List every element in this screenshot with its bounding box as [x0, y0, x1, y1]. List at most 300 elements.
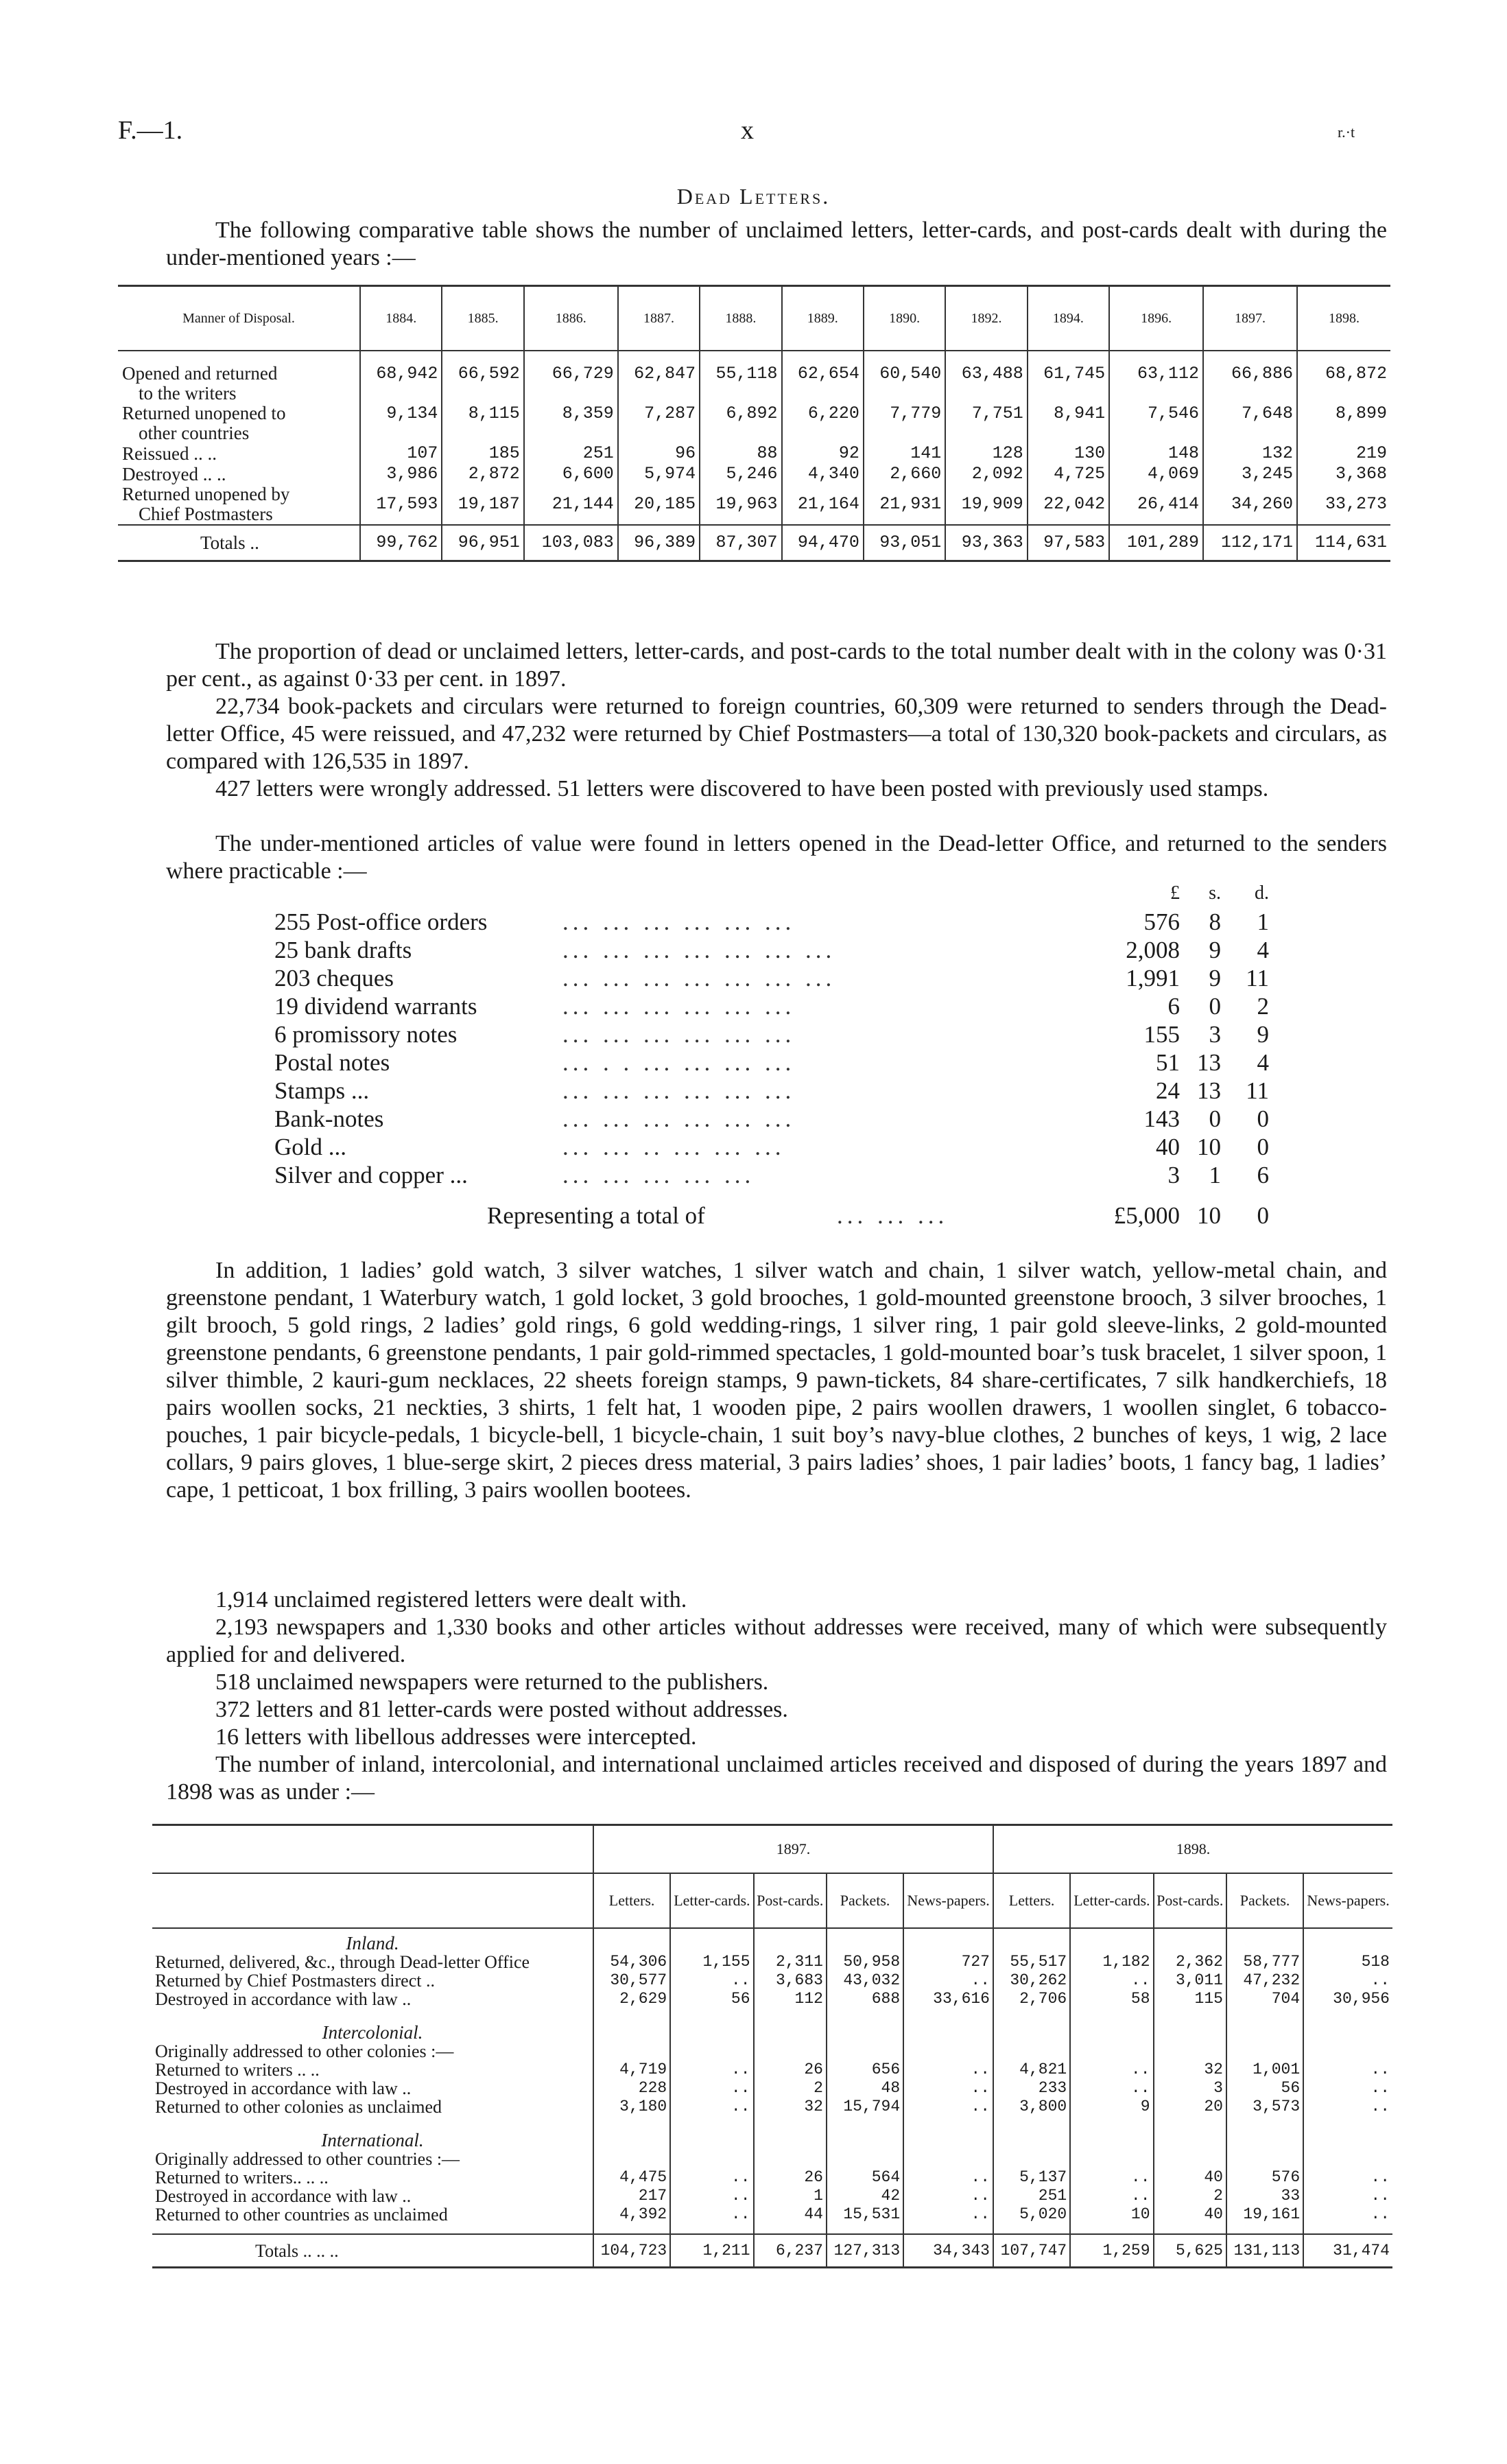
valuable-item	[274, 936, 1269, 964]
row-label	[118, 484, 360, 525]
table-cell: 8,941	[1028, 403, 1109, 443]
table-row	[118, 443, 1390, 464]
table-cell: 22,042	[1028, 484, 1109, 525]
table-row	[152, 2079, 1392, 2098]
item-pounds: 3	[1167, 1162, 1180, 1188]
table-cell: 233	[993, 2079, 1070, 2098]
table-cell: ..	[1070, 2061, 1153, 2079]
row-label: Returned to writers .. ..	[155, 2060, 320, 2080]
leader-dots: ... ... ... ... ... ...	[562, 1077, 796, 1104]
item-shillings: 8	[1209, 908, 1221, 935]
table-cell: 7,648	[1203, 403, 1297, 443]
row-label: Returned to other countries as unclaimed	[155, 2205, 448, 2225]
column-header: News-papers.	[903, 1873, 993, 1928]
item-pounds: 51	[1156, 1049, 1180, 1076]
leader-dots: ... ... ... ... ... ...	[562, 1105, 796, 1132]
row-label	[118, 464, 360, 484]
row-label: Returned, delivered, &c., through Dead-letter Office	[155, 1952, 530, 1972]
page-number: x	[741, 116, 754, 145]
book-packets-paragraph: 22,734 book-packets and circulars were returned to foreign countries, 60,309 were returned to senders through the Dead-letter Office, 45 were reissued, and 47,232 were returned by Chief Postmasters—a total of 130,320 book-packets and circulars, as compared with 126,535 in 1897.	[166, 694, 1387, 774]
total-cell: 97,583	[1028, 525, 1109, 561]
column-header: 1898.	[1297, 286, 1390, 351]
table-cell: ..	[1303, 2187, 1392, 2205]
leader-dots: ... ... ... ... ... ... ...	[562, 937, 836, 963]
column-header: 1890.	[864, 286, 945, 351]
note-registered: 1,914 unclaimed registered letters were dealt with.	[215, 1587, 687, 1612]
column-header: 1884.	[360, 286, 442, 351]
leader-dots: ... . . ... ... ... ...	[562, 1049, 796, 1076]
valuable-item	[274, 908, 1269, 936]
table-cell: 32	[754, 2098, 827, 2116]
table-cell: 4,392	[593, 2205, 670, 2224]
spacer-row	[118, 351, 1390, 364]
column-header: Letter-cards.	[670, 1873, 753, 1928]
header-separator	[152, 1928, 1392, 1934]
table-cell: 33	[1226, 2187, 1303, 2205]
table-cell: ..	[903, 2187, 993, 2205]
table-cell: 55,517	[993, 1953, 1070, 1971]
leader-dots: ... ... ... ... ... ...	[562, 993, 796, 1020]
year-header: 1897.	[593, 1825, 993, 1874]
row-label: Returned to writers.. .. ..	[155, 2168, 329, 2187]
section-title: Dead Letters.	[676, 184, 831, 209]
table-row	[152, 2061, 1392, 2079]
item-name: Silver and copper ...	[274, 1162, 468, 1188]
valuable-item	[274, 1105, 1269, 1133]
total-cell: 93,051	[864, 525, 945, 561]
table-cell: ..	[670, 2187, 753, 2205]
table-cell: 2	[754, 2079, 827, 2098]
total-cell: 6,237	[754, 2234, 827, 2268]
total-pounds: £5,000	[1113, 1202, 1180, 1229]
column-header: 1894.	[1028, 286, 1109, 351]
column-header: Post-cards.	[754, 1873, 827, 1928]
totals-label: Totals ..	[200, 532, 259, 553]
note-libellous: 16 letters with libellous addresses were intercepted.	[215, 1724, 697, 1750]
table-cell: 26,414	[1109, 484, 1203, 525]
table-cell: ..	[1303, 2079, 1392, 2098]
leader-dots: ... ... ... ... ...	[562, 1162, 755, 1188]
section-heading: Inland.	[346, 1933, 399, 1953]
table-cell: 92	[782, 443, 864, 464]
table-cell: 66,886	[1203, 364, 1297, 403]
table-row	[152, 2187, 1392, 2205]
table-row	[152, 1953, 1392, 1971]
unclaimed-articles-table	[152, 1824, 1392, 2268]
leader-dots: ... ... .. ... ... ...	[562, 1134, 785, 1160]
table-cell: 33,273	[1297, 484, 1390, 525]
total-cell: 103,083	[524, 525, 618, 561]
table-cell: 8,115	[442, 403, 523, 443]
table-header-row	[118, 286, 1390, 351]
total-cell: 104,723	[593, 2234, 670, 2268]
table-cell: 1,182	[1070, 1953, 1153, 1971]
total-cell: 114,631	[1297, 525, 1390, 561]
table-cell: ..	[903, 2168, 993, 2187]
table-cell: ..	[670, 2079, 753, 2098]
table-cell: 112	[754, 1990, 827, 2008]
table-cell: ..	[1303, 2168, 1392, 2187]
item-pence: 2	[1257, 993, 1269, 1020]
section-heading-row	[152, 1934, 1392, 1953]
row-label-text: Reissued .. ..	[122, 443, 217, 464]
table-cell: 2	[1154, 2187, 1226, 2205]
section-gap	[152, 2224, 1392, 2234]
table-cell: 2,311	[754, 1953, 827, 1971]
table-cell: 5,246	[700, 464, 781, 484]
additional-items-paragraph: In addition, 1 ladies’ gold watch, 3 silver watches, 1 silver watch and chain, 1 silver watch, yellow-metal chain, and greenstone pendant, 1 Waterbury watch, 1 gold locket, 3 gold brooches, 1 gold-mounted greenstone brooch, 3 silver brooches, 1 gilt brooch, 5 gold rings, 2 ladies’ gold rings, 6 gold wedding-rings, 1 silver ring, 1 pair gold sleeve-links, 2 gold-mounted greenstone pendants, 6 greenstone pendants, 1 pair gold-rimmed spectacles, 1 gold-mounted boar’s tusk bracelet, 1 silver spoon, 1 silver thimble, 2 kauri-gum necklaces, 22 sheets foreign stamps, 9 pawn-tickets, 84 share-certificates, 7 silk handkerchiefs, 18 pairs woollen socks, 21 neckties, 3 shirts, 1 felt hat, 1 wooden pipe, 2 pairs woollen drawers, 1 woollen singlet, 6 tobacco-pouches, 1 pair bicycle-pedals, 1 bicycle-bell, 1 bicycle-chain, 1 suit boy’s navy-blue clothes, 2 bunches of keys, 1 wig, 2 lace collars, 9 pairs gloves, 1 blue-serge skirt, 2 pieces dress material, 3 pairs ladies’ shoes, 1 pair ladies’ boots, 1 fancy bag, 1 ladies’ cape, 1 petticoat, 1 box frilling, 3 pairs woollen bootees.	[166, 1258, 1387, 1503]
table-cell: 107	[360, 443, 442, 464]
table-cell: 8,899	[1297, 403, 1390, 443]
total-cell: 87,307	[700, 525, 781, 561]
table-cell: 3,368	[1297, 464, 1390, 484]
column-header: Letters.	[993, 1873, 1070, 1928]
total-cell: 96,389	[618, 525, 700, 561]
table-cell: 17,593	[360, 484, 442, 525]
table-row	[118, 484, 1390, 525]
table-cell: ..	[670, 2061, 753, 2079]
section-heading: Intercolonial.	[322, 2022, 423, 2043]
margin-mark: r.·t	[1338, 124, 1355, 141]
row-label: Destroyed in accordance with law ..	[155, 1989, 412, 2009]
item-pence: 11	[1246, 965, 1269, 992]
table-cell: 19,909	[945, 484, 1027, 525]
item-pounds: 143	[1143, 1105, 1180, 1132]
table-cell: 518	[1303, 1953, 1392, 1971]
table-cell: 19,161	[1226, 2205, 1303, 2224]
total-cell: 34,343	[903, 2234, 993, 2268]
table-cell: 4,821	[993, 2061, 1070, 2079]
item-shillings: 9	[1209, 965, 1221, 992]
table-cell: 66,729	[524, 364, 618, 403]
column-header: 1886.	[524, 286, 618, 351]
table-cell: 3,986	[360, 464, 442, 484]
page-ref: F.—1.	[118, 116, 183, 145]
table-cell: 1,001	[1226, 2061, 1303, 2079]
item-shillings: 0	[1209, 1105, 1221, 1132]
row-label: Returned to other colonies as unclaimed	[155, 2097, 442, 2117]
table-cell: 58	[1070, 1990, 1153, 2008]
table-cell: 251	[993, 2187, 1070, 2205]
table-cell: 576	[1226, 2168, 1303, 2187]
total-cell: 94,470	[782, 525, 864, 561]
section-heading: International.	[321, 2130, 424, 2150]
table-cell: 63,112	[1109, 364, 1203, 403]
column-header: Letters.	[593, 1873, 670, 1928]
table-cell: ..	[1303, 2061, 1392, 2079]
row-label: Destroyed in accordance with law ..	[155, 2078, 412, 2098]
table-cell: 3,180	[593, 2098, 670, 2116]
valuable-item	[274, 1020, 1269, 1048]
note-unclaimed-newspapers: 518 unclaimed newspapers were returned to the publishers.	[215, 1669, 769, 1695]
table-cell: 8,359	[524, 403, 618, 443]
table-cell: 9	[1070, 2098, 1153, 2116]
totals-label: Totals .. .. ..	[255, 2240, 339, 2261]
column-header: Letter-cards.	[1070, 1873, 1153, 1928]
valuable-item	[274, 1161, 1269, 1189]
table-cell: ..	[903, 2205, 993, 2224]
section-intro: Originally addressed to other countries :—	[155, 2149, 460, 2169]
table-cell: 30,956	[1303, 1990, 1392, 2008]
table-cell: 48	[827, 2079, 903, 2098]
note-newspapers: 2,193 newspapers and 1,330 books and other articles without addresses were received, many of which were subsequently applied for and delivered.	[166, 1615, 1387, 1667]
valuables-list	[274, 882, 1269, 1230]
total-label: Representing a total of	[487, 1202, 705, 1229]
table-cell: 21,164	[782, 484, 864, 525]
item-pence: 6	[1257, 1162, 1269, 1188]
section-intro-row	[152, 2042, 1392, 2061]
table-cell: 217	[593, 2187, 670, 2205]
table-cell: 33,616	[903, 1990, 993, 2008]
table-cell: 40	[1154, 2168, 1226, 2187]
column-header: Post-cards.	[1154, 1873, 1226, 1928]
section-intro-row	[152, 2150, 1392, 2168]
pence-unit: d.	[1255, 882, 1269, 904]
table-cell: 4,719	[593, 2061, 670, 2079]
table-cell: 3,011	[1154, 1971, 1226, 1990]
row-label-sub: Chief Postmasters	[139, 504, 273, 524]
table-cell: 2,629	[593, 1990, 670, 2008]
column-header-row	[152, 1873, 1392, 1928]
currency-units	[274, 882, 1269, 908]
leader-dots: ... ... ... ... ... ... ...	[562, 965, 836, 992]
item-pounds: 2,008	[1126, 937, 1180, 963]
total-shillings: 10	[1197, 1202, 1221, 1229]
valuable-item	[274, 992, 1269, 1020]
table-cell: 43,032	[827, 1971, 903, 1990]
section-gap	[152, 2116, 1392, 2131]
table-cell: 2,660	[864, 464, 945, 484]
column-header: 1896.	[1109, 286, 1203, 351]
table-cell: 3,800	[993, 2098, 1070, 2116]
table-cell: 63,488	[945, 364, 1027, 403]
table-cell: 19,963	[700, 484, 781, 525]
table-cell: 5,020	[993, 2205, 1070, 2224]
pounds-unit: £	[1170, 882, 1180, 904]
table-cell: 727	[903, 1953, 993, 1971]
totals-row	[152, 2234, 1392, 2268]
item-pence: 11	[1246, 1077, 1269, 1104]
item-name: Postal notes	[274, 1049, 390, 1076]
item-name: 19 dividend warrants	[274, 993, 477, 1020]
item-name: 255 Post-office orders	[274, 908, 488, 935]
leader-dots: ... ... ...	[837, 1202, 949, 1229]
table-cell: 4,475	[593, 2168, 670, 2187]
table-cell: 19,187	[442, 484, 523, 525]
item-shillings: 10	[1197, 1134, 1221, 1160]
valuables-total	[274, 1201, 1269, 1230]
table-cell: 185	[442, 443, 523, 464]
table-cell: 4,725	[1028, 464, 1109, 484]
table-cell: 61,745	[1028, 364, 1109, 403]
item-pence: 9	[1257, 1021, 1269, 1048]
table-cell: 54,306	[593, 1953, 670, 1971]
table-cell: 88	[700, 443, 781, 464]
table-cell: 15,794	[827, 2098, 903, 2116]
item-name: Bank-notes	[274, 1105, 384, 1132]
row-label-sub: other countries	[139, 423, 250, 443]
table-cell: 130	[1028, 443, 1109, 464]
row-label	[118, 364, 360, 403]
table-cell: 251	[524, 443, 618, 464]
item-name: 6 promissory notes	[274, 1021, 458, 1048]
table-cell: 15,531	[827, 2205, 903, 2224]
table-cell: 1,155	[670, 1953, 753, 1971]
table-row	[152, 1990, 1392, 2008]
item-name: 203 cheques	[274, 965, 394, 992]
table-row	[152, 2168, 1392, 2187]
table-row	[118, 403, 1390, 443]
total-cell: 107,747	[993, 2234, 1070, 2268]
column-header: News-papers.	[1303, 1873, 1392, 1928]
table-row	[152, 2205, 1392, 2224]
comparative-table	[118, 285, 1390, 562]
table-cell: 62,847	[618, 364, 700, 403]
column-header: 1885.	[442, 286, 523, 351]
table-cell: 3,683	[754, 1971, 827, 1990]
total-cell: 112,171	[1203, 525, 1297, 561]
valuable-item	[274, 1077, 1269, 1105]
total-cell: 131,113	[1226, 2234, 1303, 2268]
table-cell: 47,232	[1226, 1971, 1303, 1990]
item-pence: 0	[1257, 1105, 1269, 1132]
table-cell: 2,092	[945, 464, 1027, 484]
column-header: Packets.	[1226, 1873, 1303, 1928]
table-cell: ..	[670, 2205, 753, 2224]
table-cell: 20,185	[618, 484, 700, 525]
table-cell: 2,362	[1154, 1953, 1226, 1971]
column-header: 1892.	[945, 286, 1027, 351]
table-cell: ..	[1303, 1971, 1392, 1990]
column-header: 1897.	[1203, 286, 1297, 351]
table-cell: ..	[670, 1971, 753, 1990]
table-cell: 3,245	[1203, 464, 1297, 484]
total-cell: 1,259	[1070, 2234, 1153, 2268]
row-label: Destroyed in accordance with law ..	[155, 2186, 412, 2206]
item-pence: 1	[1257, 908, 1269, 935]
table-cell: 704	[1226, 1990, 1303, 2008]
table-cell: 34,260	[1203, 484, 1297, 525]
table-cell: 30,262	[993, 1971, 1070, 1990]
table-cell: 656	[827, 2061, 903, 2079]
table-cell: 56	[1226, 2079, 1303, 2098]
item-pence: 0	[1257, 1134, 1269, 1160]
total-cell: 96,951	[442, 525, 523, 561]
item-pounds: 24	[1156, 1077, 1180, 1104]
table-cell: 2,872	[442, 464, 523, 484]
year-header-row	[152, 1825, 1392, 1874]
table-cell: 219	[1297, 443, 1390, 464]
leader-dots: ... ... ... ... ... ...	[562, 1021, 796, 1048]
table-cell: 50,958	[827, 1953, 903, 1971]
item-pounds: 40	[1156, 1134, 1180, 1160]
table-cell: 32	[1154, 2061, 1226, 2079]
table-cell: 40	[1154, 2205, 1226, 2224]
table-cell: 3	[1154, 2079, 1226, 2098]
table-cell: 6,892	[700, 403, 781, 443]
item-name: 25 bank drafts	[274, 937, 412, 963]
table-cell: ..	[1303, 2205, 1392, 2224]
column-header: Manner of Disposal.	[182, 310, 295, 326]
table-cell: 1	[754, 2187, 827, 2205]
table-cell: 96	[618, 443, 700, 464]
item-pounds: 576	[1143, 908, 1180, 935]
item-name: Stamps ...	[274, 1077, 370, 1104]
table-cell: 30,577	[593, 1971, 670, 1990]
item-shillings: 3	[1209, 1021, 1221, 1048]
table-cell: 148	[1109, 443, 1203, 464]
valuable-item	[274, 964, 1269, 992]
table-cell: ..	[903, 2098, 993, 2116]
table-cell: 7,779	[864, 403, 945, 443]
table-row	[152, 2098, 1392, 2116]
row-label-text: Returned unopened by	[122, 484, 290, 504]
note-inland-intro: The number of inland, intercolonial, and international unclaimed articles received and disposed of during the years 1897 and 1898 was as under :—	[166, 1752, 1387, 1805]
item-shillings: 1	[1209, 1162, 1221, 1188]
table-cell: 21,144	[524, 484, 618, 525]
item-pence: 4	[1257, 1049, 1269, 1076]
table-cell: 68,942	[360, 364, 442, 403]
total-cell: 99,762	[360, 525, 442, 561]
table-cell: 115	[1154, 1990, 1226, 2008]
table-cell: 20	[1154, 2098, 1226, 2116]
table-cell: ..	[1070, 2187, 1153, 2205]
total-cell: 127,313	[827, 2234, 903, 2268]
table-cell: 60,540	[864, 364, 945, 403]
section-gap	[152, 2008, 1392, 2023]
table-cell: ..	[903, 2061, 993, 2079]
table-row	[118, 364, 1390, 403]
table-cell: ..	[1303, 2098, 1392, 2116]
table-cell: 4,069	[1109, 464, 1203, 484]
table-cell: 2,706	[993, 1990, 1070, 2008]
table-cell: 68,872	[1297, 364, 1390, 403]
table-cell: 10	[1070, 2205, 1153, 2224]
table-cell: ..	[1070, 2168, 1153, 2187]
table-cell: 5,974	[618, 464, 700, 484]
total-cell: 5,625	[1154, 2234, 1226, 2268]
item-shillings: 0	[1209, 993, 1221, 1020]
table-cell: ..	[1070, 1971, 1153, 1990]
table-cell: 564	[827, 2168, 903, 2187]
valuables-intro-paragraph: The under-mentioned articles of value were found in letters opened in the Dead-letter Office, and returned to the senders where practicable :—	[166, 831, 1387, 884]
table-cell: 42	[827, 2187, 903, 2205]
table-cell: 26	[754, 2168, 827, 2187]
table-cell: 688	[827, 1990, 903, 2008]
note-no-address: 372 letters and 81 letter-cards were posted without addresses.	[215, 1697, 788, 1722]
table-cell: 141	[864, 443, 945, 464]
item-pounds: 155	[1143, 1021, 1180, 1048]
table-cell: 128	[945, 443, 1027, 464]
table-row	[152, 1971, 1392, 1990]
table-row	[118, 464, 1390, 484]
section-intro: Originally addressed to other colonies :—	[155, 2041, 454, 2061]
table-cell: 5,137	[993, 2168, 1070, 2187]
column-header: 1888.	[700, 286, 781, 351]
table-cell: 7,751	[945, 403, 1027, 443]
table-cell: 228	[593, 2079, 670, 2098]
table-cell: 9,134	[360, 403, 442, 443]
table-cell: 58,777	[1226, 1953, 1303, 1971]
item-pounds: 6	[1167, 993, 1180, 1020]
row-label	[118, 443, 360, 464]
valuable-item	[274, 1133, 1269, 1161]
totals-row	[118, 525, 1390, 561]
item-shillings: 13	[1197, 1077, 1221, 1104]
item-pounds: 1,991	[1126, 965, 1180, 992]
proportion-paragraph: The proportion of dead or unclaimed letters, letter-cards, and post-cards to the total number dealt with in the colony was 0·31 per cent., as against 0·33 per cent. in 1897.	[166, 639, 1387, 692]
column-header: Packets.	[827, 1873, 903, 1928]
